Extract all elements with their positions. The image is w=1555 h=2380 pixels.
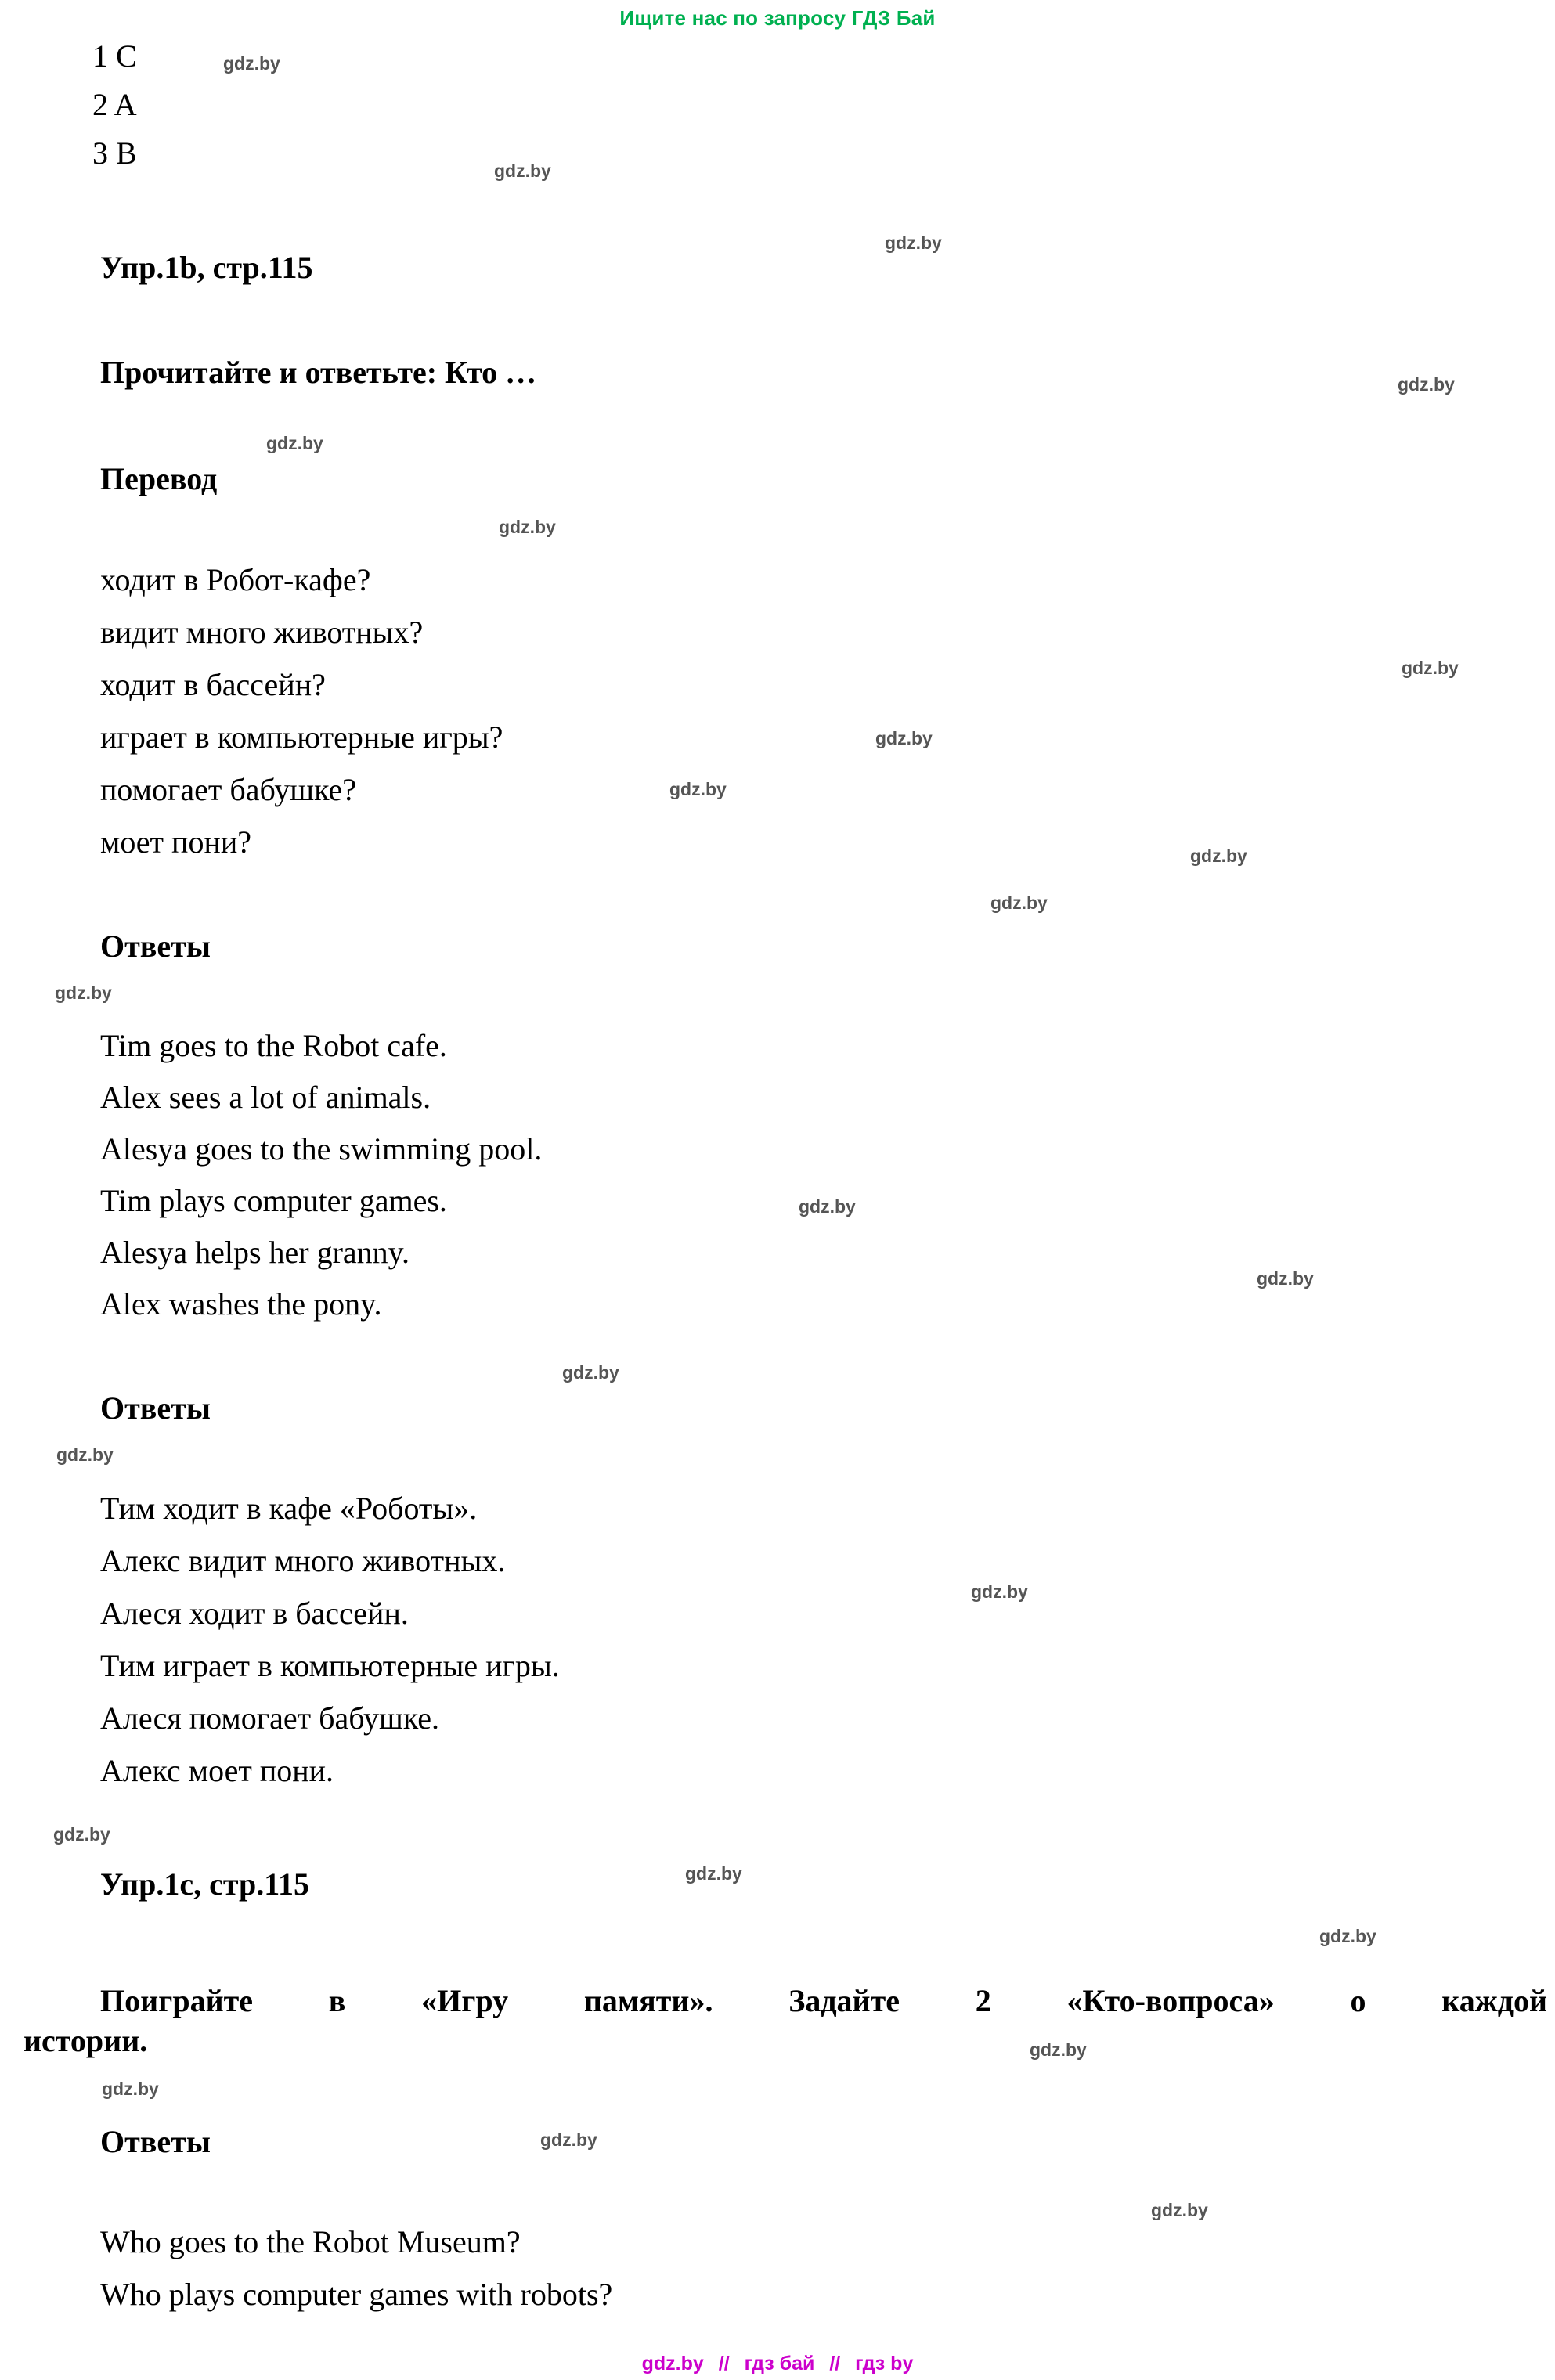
watermark: gdz.by [1398, 374, 1455, 395]
watermark: gdz.by [1257, 1268, 1314, 1289]
translation-label: Перевод [100, 461, 218, 496]
answer-russian-line: Алекс моет пони. [100, 1753, 334, 1788]
bottom-banner-text-1: gdz.by [641, 2353, 704, 2375]
watermark: gdz.by [56, 1444, 114, 1465]
answer-english-line: Tim goes to the Robot cafe. [100, 1028, 447, 1063]
bottom-banner-text-3: гдз by [855, 2353, 914, 2375]
answer-english-line: Alesya helps her granny. [100, 1235, 410, 1270]
answer-1c-line: Who goes to the Robot Museum? [100, 2224, 521, 2259]
watermark: gdz.by [223, 53, 280, 74]
answers-label-1c: Ответы [100, 2124, 211, 2159]
exercise-1c-title: Упр.1c, стр.115 [100, 1866, 310, 1902]
answer-russian-line: Тим ходит в кафе «Роботы». [100, 1491, 478, 1526]
answer-item-2: 2 A [92, 87, 137, 122]
translation-line: помогает бабушке? [100, 772, 357, 807]
translation-line: видит много животных? [100, 615, 424, 650]
answer-1c-line: Who plays computer games with robots? [100, 2277, 613, 2312]
exercise-1c-task-line2: истории. [23, 2023, 148, 2058]
answers-label-english: Ответы [100, 929, 211, 964]
watermark: gdz.by [685, 1863, 742, 1884]
exercise-1c-task-line1: Поиграйте в «Игру памяти». Задайте 2 «Кто-вопроса» о каждой [100, 1983, 1547, 2018]
watermark: gdz.by [1190, 846, 1247, 866]
watermark: gdz.by [885, 233, 942, 253]
exercise-1b-task: Прочитайте и ответьте: Кто … [100, 355, 537, 390]
answers-label-russian: Ответы [100, 1390, 211, 1426]
watermark: gdz.by [53, 1824, 110, 1844]
top-promo-banner: Ищите нас по запросу ГДЗ Бай [619, 6, 936, 30]
answer-russian-line: Тим играет в компьютерные игры. [100, 1648, 560, 1683]
bottom-promo-banner [0, 2353, 1555, 2375]
watermark: gdz.by [540, 2129, 597, 2150]
watermark: gdz.by [55, 983, 112, 1003]
answer-english-line: Alex washes the pony. [100, 1286, 382, 1322]
watermark: gdz.by [971, 1581, 1028, 1602]
exercise-1b-title: Упр.1b, стр.115 [100, 250, 313, 285]
translation-line: моет пони? [100, 824, 252, 860]
watermark: gdz.by [990, 892, 1048, 913]
watermark: gdz.by [102, 2079, 159, 2099]
watermark: gdz.by [875, 728, 933, 748]
translation-line: ходит в Робот-кафе? [100, 562, 371, 597]
watermark: gdz.by [562, 1362, 619, 1383]
watermark: gdz.by [266, 433, 323, 453]
answer-english-line: Alex sees a lot of animals. [100, 1080, 431, 1115]
watermark: gdz.by [1402, 658, 1459, 678]
watermark: gdz.by [1030, 2039, 1087, 2060]
bottom-banner-sep-2: // [829, 2353, 841, 2375]
watermark: gdz.by [499, 517, 556, 537]
translation-line: ходит в бассейн? [100, 667, 326, 702]
answer-english-line: Tim plays computer games. [100, 1183, 447, 1218]
watermark: gdz.by [799, 1196, 856, 1217]
answer-russian-line: Алекс видит много животных. [100, 1543, 506, 1578]
bottom-banner-text-2: гдз бай [744, 2353, 815, 2375]
answer-item-1: 1 C [92, 38, 137, 74]
translation-line: играет в компьютерные игры? [100, 719, 503, 755]
answer-russian-line: Алеся ходит в бассейн. [100, 1596, 409, 1631]
watermark: gdz.by [1319, 1926, 1376, 1946]
watermark: gdz.by [669, 779, 727, 799]
answer-english-line: Alesya goes to the swimming pool. [100, 1131, 543, 1167]
answer-item-3: 3 B [92, 135, 137, 171]
watermark: gdz.by [1151, 2200, 1208, 2220]
bottom-banner-sep-1: // [718, 2353, 730, 2375]
answer-russian-line: Алеся помогает бабушке. [100, 1700, 440, 1736]
watermark: gdz.by [494, 160, 551, 181]
